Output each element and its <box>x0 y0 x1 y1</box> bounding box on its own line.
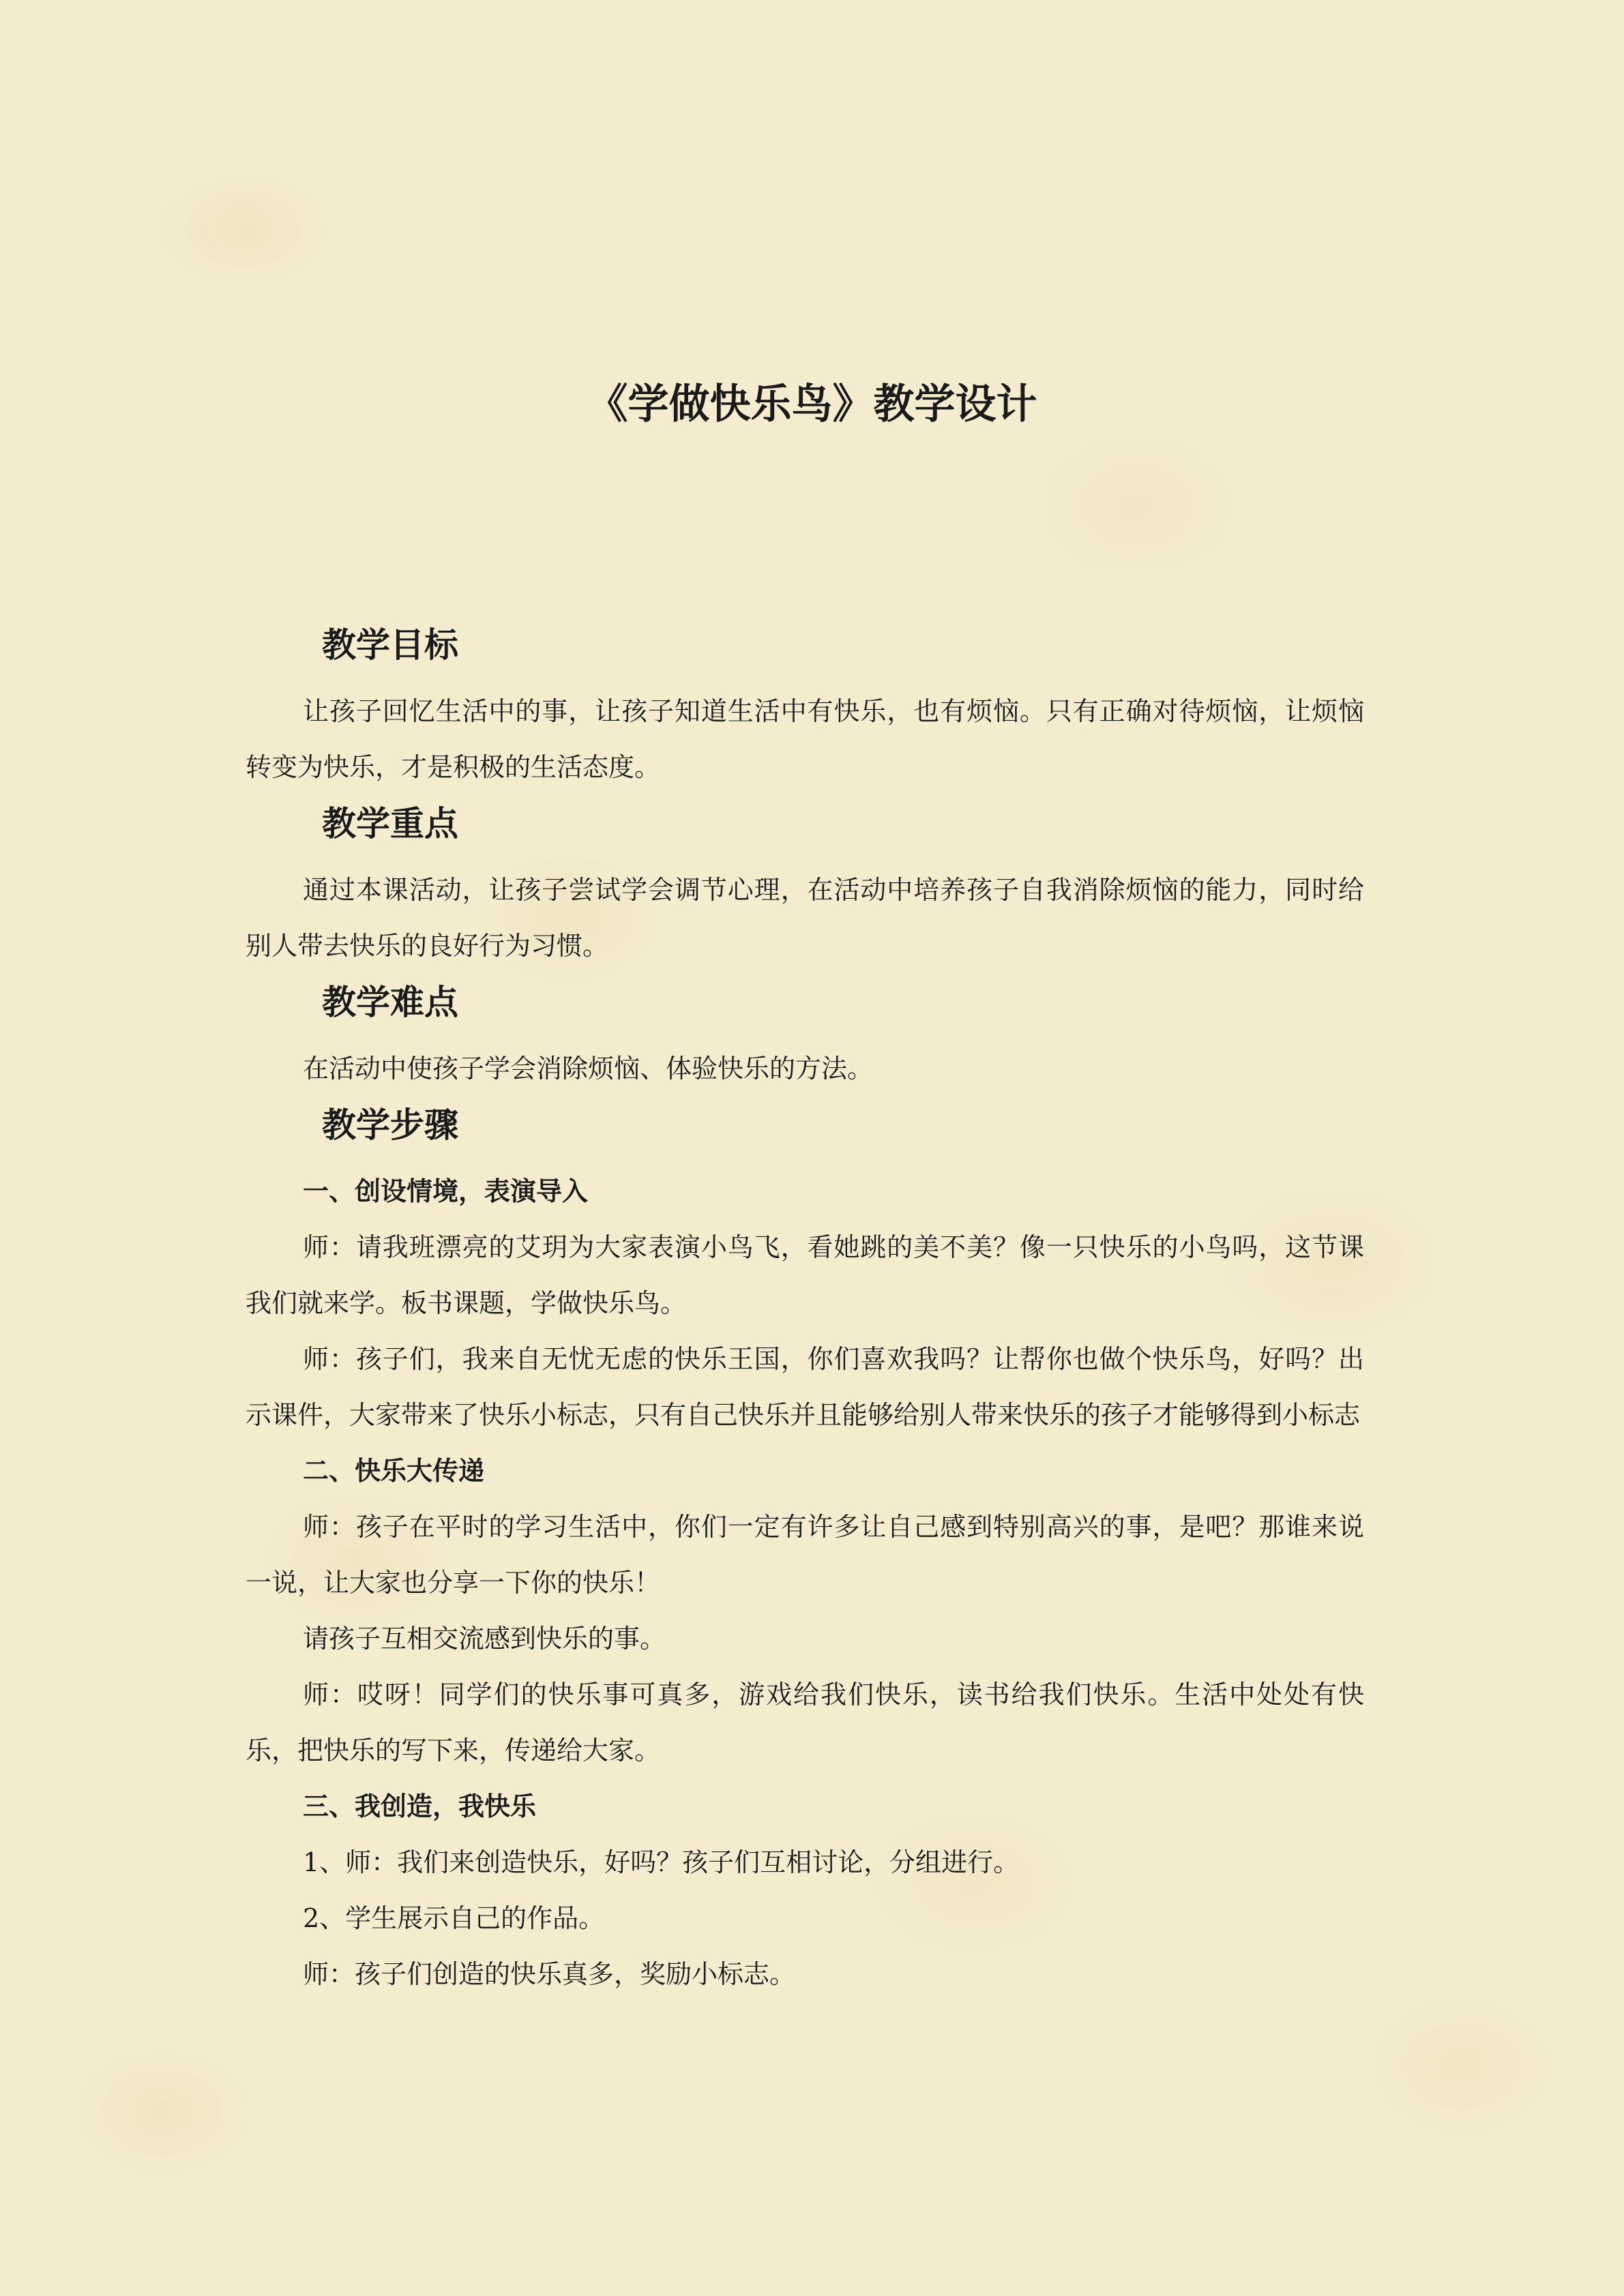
section-heading: 教学步骤 <box>322 1105 458 1145</box>
document-body <box>246 619 1364 2005</box>
paragraph: 让孩子回忆生活中的事，让孩子知道生活中有快乐，也有烦恼。只有正确对待烦恼，让烦恼转变为快乐，才是积极的生活态度。 <box>246 696 1364 782</box>
section-heading: 教学难点 <box>322 983 458 1022</box>
paragraph: 在活动中使孩子学会消除烦恼、体验快乐的方法。 <box>303 1054 874 1084</box>
section-steps <box>246 1099 1364 2002</box>
paragraph: 通过本课活动，让孩子尝试学会调节心理，在活动中培养孩子自我消除烦恼的能力，同时给别人带去快乐的良好行为习惯。 <box>246 875 1364 961</box>
section-heading: 教学重点 <box>322 804 458 844</box>
paragraph: 师：孩子们，我来自无忧无虑的快乐王国，你们喜欢我吗？让帮你也做个快乐鸟，好吗？出示课件，大家带来了快乐小标志，只有自己快乐并且能够给别人带来快乐的孩子才能够得到小标志 <box>246 1344 1364 1430</box>
paragraph: 师：哎呀！同学们的快乐事可真多，游戏给我们快乐，读书给我们快乐。生活中处处有快乐，把快乐的写下来，传递给大家。 <box>246 1680 1364 1765</box>
step-title: 一、创设情境，表演导入 <box>303 1176 589 1206</box>
paragraph: 请孩子互相交流感到快乐的事。 <box>303 1624 666 1654</box>
paragraph: 1、师：我们来创造快乐，好吗？孩子们互相讨论，分组进行。 <box>303 1847 1020 1877</box>
section-heading: 教学目标 <box>322 625 458 665</box>
paragraph: 师：请我班漂亮的艾玥为大家表演小鸟飞，看她跳的美不美？像一只快乐的小鸟吗，这节课我们就来学。板书课题，学做快乐鸟。 <box>246 1232 1364 1318</box>
paragraph: 2、学生展示自己的作品。 <box>303 1903 605 1933</box>
paragraph: 师：孩子们创造的快乐真多，奖励小标志。 <box>303 1959 796 1989</box>
document-title: 《学做快乐鸟》教学设计 <box>587 381 1037 428</box>
section-difficulties <box>246 976 1364 1097</box>
paragraph: 师：孩子在平时的学习生活中，你们一定有许多让自己感到特别高兴的事，是吧？那谁来说一说，让大家也分享一下你的快乐！ <box>246 1512 1364 1598</box>
step-title: 二、快乐大传递 <box>303 1456 485 1486</box>
step-title: 三、我创造，我快乐 <box>303 1791 537 1821</box>
section-objectives <box>246 619 1364 795</box>
section-key-points <box>246 798 1364 974</box>
